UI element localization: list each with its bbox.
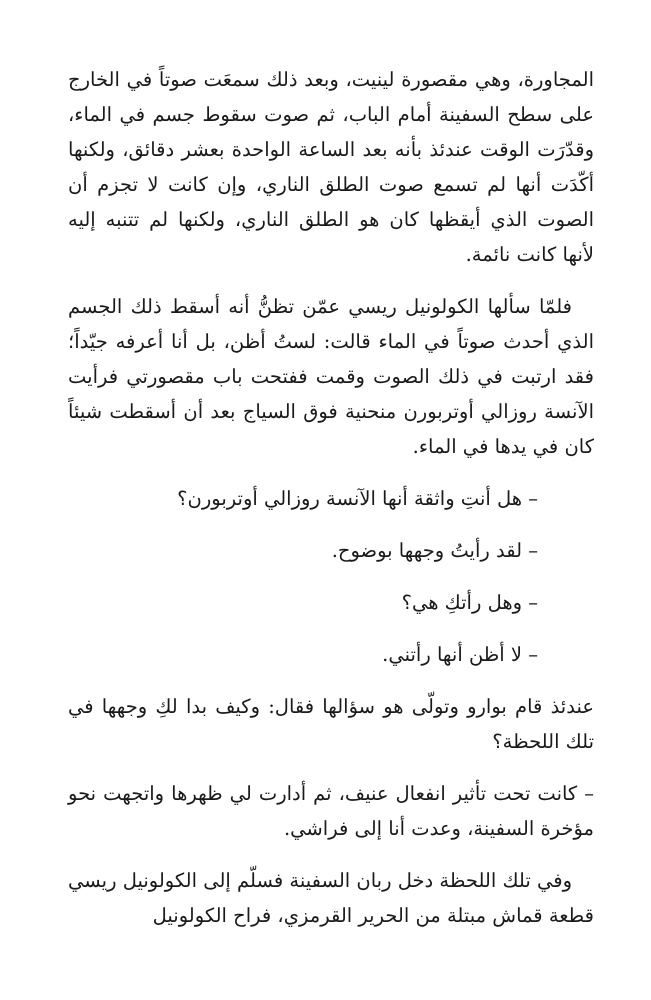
paragraph: فلمّا سألها الكولونيل ريسي عمّن تظنُّ أنه أسقط ذلك الجسم الذي أحدث صوتاً في الماء قالت: لستُ أظن، بل أنا أعرفه جيّداً؛ فقد ارتبت في ذلك الصوت وقمت ففتحت باب مقصورتي فرأيت الآنسة روزالي أوتربورن منحنية فوق السياج بعد أن أسقطت شيئاً كان في يدها في الماء. <box>68 295 594 458</box>
dialogue-line: – لقد رأيتُ وجهها بوضوح. <box>331 539 538 562</box>
document-page <box>68 62 594 950</box>
dialogue-line: – وهل رأتكِ هي؟ <box>401 591 538 614</box>
paragraph: وفي تلك اللحظة دخل ربان السفينة فسلّم إلى الكولونيل ريسي قطعة قماش مبتلة من الحرير القرمزي، فراح الكولونيل <box>68 869 594 927</box>
dialogue-line: – هل أنتِ واثقة أنها الآنسة روزالي أوتربورن؟ <box>177 487 538 510</box>
paragraph: المجاورة، وهي مقصورة لينيت، وبعد ذلك سمعَت صوتاً في الخارج على سطح السفينة أمام الباب، ثم صوت سقوط جسم في الماء، وقدّرَت الوقت عندئذ بأنه بعد الساعة الواحدة بعشر دقائق، ولكنها أكّدَت أنها لم تسمع صوت الطلق الناري، وإن كانت لا تجزم أن الصوت الذي أيقظها كان هو الطلق الناري، ولكنها لم تتنبه إليه لأنها كانت نائمة. <box>68 68 594 266</box>
paragraph: عندئذ قام بوارو وتولّى هو سؤالها فقال: وكيف بدا لكِ وجهها في تلك اللحظة؟ <box>68 695 594 753</box>
paragraph: – كانت تحت تأثير انفعال عنيف، ثم أدارت لي ظهرها واتجهت نحو مؤخرة السفينة، وعدت أنا إلى فراشي. <box>68 782 594 840</box>
dialogue-line: – لا أظن أنها رأتني. <box>382 643 538 666</box>
